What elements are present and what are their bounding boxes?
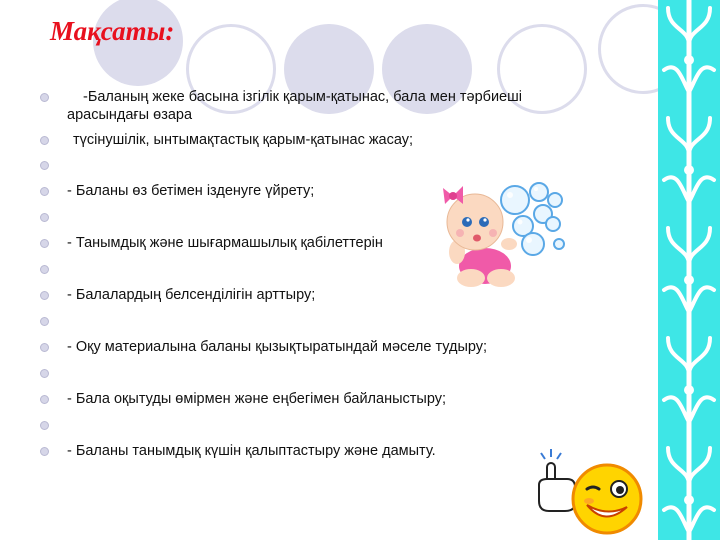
bullet-text: түсінушілік, ынтымақтастық қарым-қатынас жасау; [73, 132, 414, 148]
bullet-text: -Баланың жеке басына ізгілік қарым-қатынас, бала мен тәрбиеші [83, 89, 522, 105]
bullet-icon [40, 187, 49, 196]
bullet-icon [40, 291, 49, 300]
bullet-text: арасындағы өзара [67, 107, 193, 123]
bullet-icon [40, 136, 49, 145]
bullet-icon [40, 161, 49, 170]
bullet-icon [40, 447, 49, 456]
bullet-text: - Баланы танымдық күшін қалыптастыру және дамыту. [67, 443, 436, 459]
bullet-text: - Баланы өз бетімен ізденуге үйрету; [67, 183, 315, 199]
baby-with-bubbles-illustration [435, 178, 565, 293]
slide-title: Мақсаты: [50, 16, 175, 46]
bullet-icon [40, 395, 49, 404]
bullet-icon [40, 317, 49, 326]
bullet-text: - Оқу материалына баланы қызықтыратындай мәселе тудыру; [67, 339, 488, 355]
bullet-text: - Балалардың белсенділігін арттыру; [67, 287, 316, 303]
bullet-icon [40, 213, 49, 222]
bullet-icon [40, 369, 49, 378]
bullet-icon [40, 421, 49, 430]
bullet-icon [40, 265, 49, 274]
bullet-text: - Танымдық және шығармашылық қабілеттерін [67, 235, 383, 251]
bullet-text: - Бала оқытуды өмірмен және еңбегімен байланыстыру; [67, 391, 446, 407]
bullet-icon [40, 239, 49, 248]
bullet-icon [40, 93, 49, 102]
winking-smiley-icon [535, 445, 645, 540]
bullet-icon [40, 343, 49, 352]
kazakh-ornament-border [658, 0, 720, 540]
